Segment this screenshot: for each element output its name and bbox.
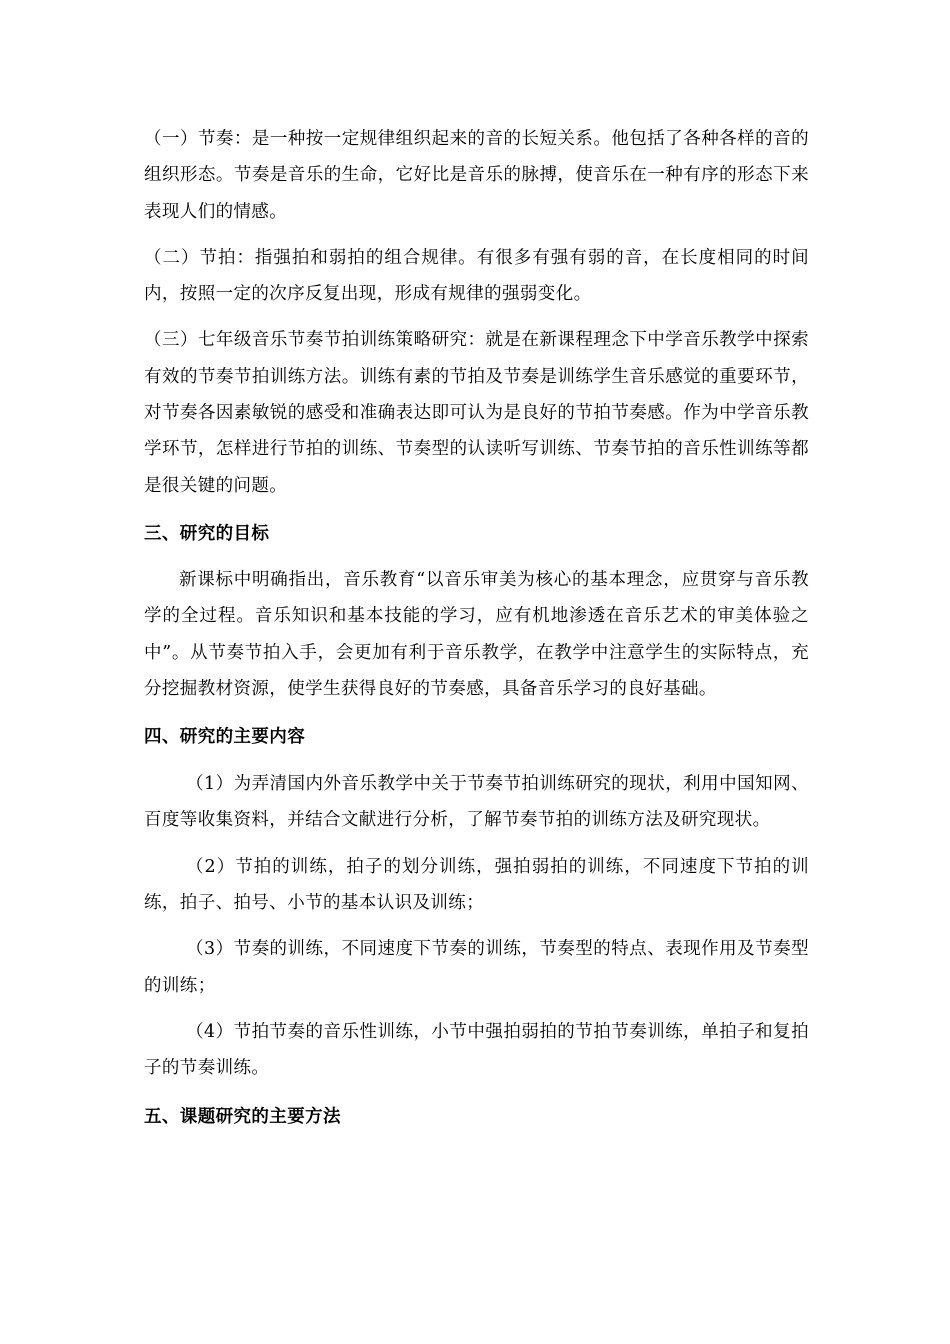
- content-item-1: （1）为弄清国内外音乐教学中关于节奏节拍训练研究的现状，利用中国知网、百度等收集资料，并结合文献进行分析，了解节奏节拍的训练方法及研究现状。: [144, 774, 809, 831]
- content-item-3: （3）节奏的训练，不同速度下节奏的训练，节奏型的特点、表现作用及节奏型的训练；: [144, 939, 809, 996]
- section-heading-main-content: 四、研究的主要内容: [144, 727, 306, 748]
- definition-meter: （二）节拍：指强拍和弱拍的组合规律。有很多有强有弱的音，在长度相同的时间内，按照一定的次序反复出现，形成有规律的强弱变化。: [144, 247, 809, 305]
- section-heading-methods: 五、课题研究的主要方法: [144, 1106, 341, 1127]
- definition-research-strategy: （三）七年级音乐节奏节拍训练策略研究：就是在新课程理念下中学音乐教学中探索有效的节奏节拍训练方法。训练有素的节拍及节奏是训练学生音乐感觉的重要环节，对节奏各因素敏锐的感受和准确表达即可认为是良好的节拍节奏感。作为中学音乐教学环节，怎样进行节拍的训练、节奏型的认读听写训练、节奏节拍的音乐性训练等都是很关键的问题。: [144, 330, 809, 496]
- objectives-paragraph: 新课标中明确指出，音乐教育“以音乐审美为核心的基本理念，应贯穿与音乐教学的全过程。音乐知识和基本技能的学习，应有机地渗透在音乐艺术的审美体验之中”。从节奏节拍入手，会更加有利于音乐教学，在教学中注意学生的实际特点，充分挖掘教材资源，使学生获得良好的节奏感，具备音乐学习的良好基础。: [144, 569, 809, 699]
- content-item-2: （2）节拍的训练，拍子的划分训练，强拍弱拍的训练，不同速度下节拍的训练，拍子、拍号、小节的基本认识及训练；: [144, 856, 809, 914]
- section-heading-objectives: 三、研究的目标: [144, 523, 270, 544]
- definition-rhythm: （一）节奏：是一种按一定规律组织起来的音的长短关系。他包括了各种各样的音的组织形态。节奏是音乐的生命，它好比是音乐的脉搏，使音乐在一种有序的形态下来表现人们的情感。: [144, 129, 809, 222]
- content-item-4: （4）节拍节奏的音乐性训练，小节中强拍弱拍的节拍节奏训练，单拍子和复拍子的节奏训练。: [144, 1021, 809, 1079]
- document-body: [144, 121, 809, 1135]
